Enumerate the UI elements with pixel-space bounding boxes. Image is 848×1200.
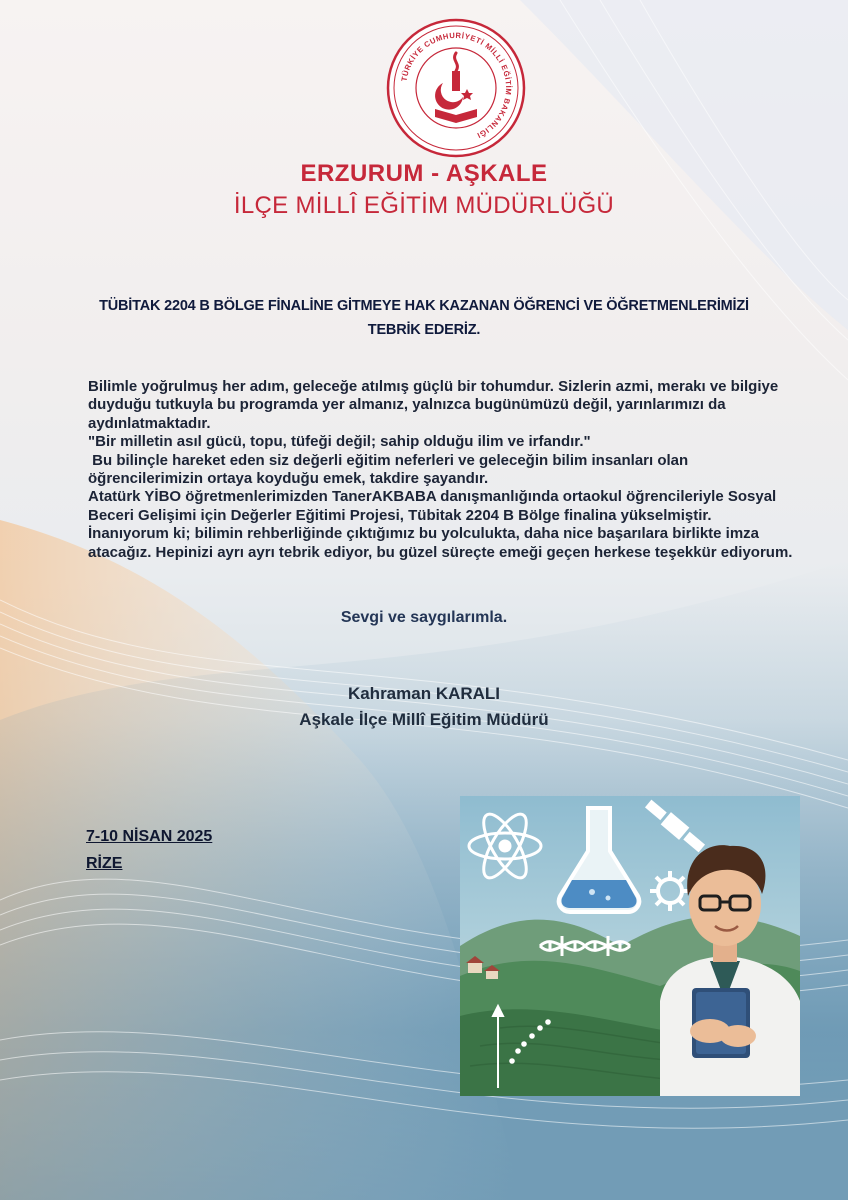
scientist-illustration <box>460 796 800 1096</box>
body-line: Atatürk YİBO öğretmenlerimizden TanerAKBABA danışmanlığında ortaokul öğrencileriyle Sosyal <box>88 488 777 506</box>
body-line: Bu bilinçle hareket eden siz değerli eğitim neferleri ve geleceğin bilim insanları olan <box>88 451 689 469</box>
body-line: Bilimle yoğrulmuş her adım, geleceğe atılmış güçlü bir tohumdur. Sizlerin azmi, merakı ve bilgiye <box>88 378 779 395</box>
event-place: RİZE <box>86 855 123 872</box>
signatory-name: Kahraman KARALI <box>347 684 501 703</box>
closing-salutation: Sevgi ve saygılarımla. <box>340 609 508 626</box>
event-date: 7-10 NİSAN 2025 <box>86 828 213 845</box>
body-line: atacağız. Hepinizi ayrı ayrı tebrik ediyor, bu güzel süreçte emeği geçen herkese teşekkür ediyorum. <box>88 543 793 561</box>
body-line: İnanıyorum ki; bilimin rehberliğinde çıktığımız bu yolculukta, daha nice başarılara birlikte imza <box>88 525 760 543</box>
heading-line-1: TÜBİTAK 2204 B BÖLGE FİNALİNE GİTMEYE HAK KAZANAN ÖĞRENCİ VE ÖĞRETMENLERİMİZİ <box>99 298 749 314</box>
body-line: öğrencilerimizin ortaya koyduğu emek, takdire şayandır. <box>88 470 489 488</box>
body-line: Beceri Gelişimi için Değerler Eğitimi Projesi, Tübitak 2204 B Bölge finalina yükselmiştir. <box>88 506 712 524</box>
message-body <box>88 378 800 562</box>
svg-text:TÜRKİYE CUMHURİYETİ MİLLİ EĞİT: TÜRKİYE CUMHURİYETİ MİLLİ EĞİTİM BAKANLIĞI <box>399 30 514 141</box>
signatory-title: Aşkale İlçe Millî Eğitim Müdürü <box>299 710 549 729</box>
body-line: aydınlatmaktadır. <box>88 414 211 432</box>
body-quote: "Bir milletin asıl gücü, topu, tüfeği değil; sahip olduğu ilim ve irfandır." <box>88 433 591 451</box>
org-title-city: ERZURUM - AŞKALE <box>300 160 548 187</box>
body-line: duyduğu tutkuyla bu programda yer almanız, yalnızca bugünümüzü değil, yarınlarımızı da <box>88 396 726 414</box>
announcement-heading <box>20 294 828 342</box>
org-title-directorate: İLÇE MİLLÎ EĞİTİM MÜDÜRLÜĞÜ <box>233 192 615 219</box>
heading-line-2: TEBRİK EDERİZ. <box>367 322 481 338</box>
ministry-seal-logo <box>385 17 527 159</box>
